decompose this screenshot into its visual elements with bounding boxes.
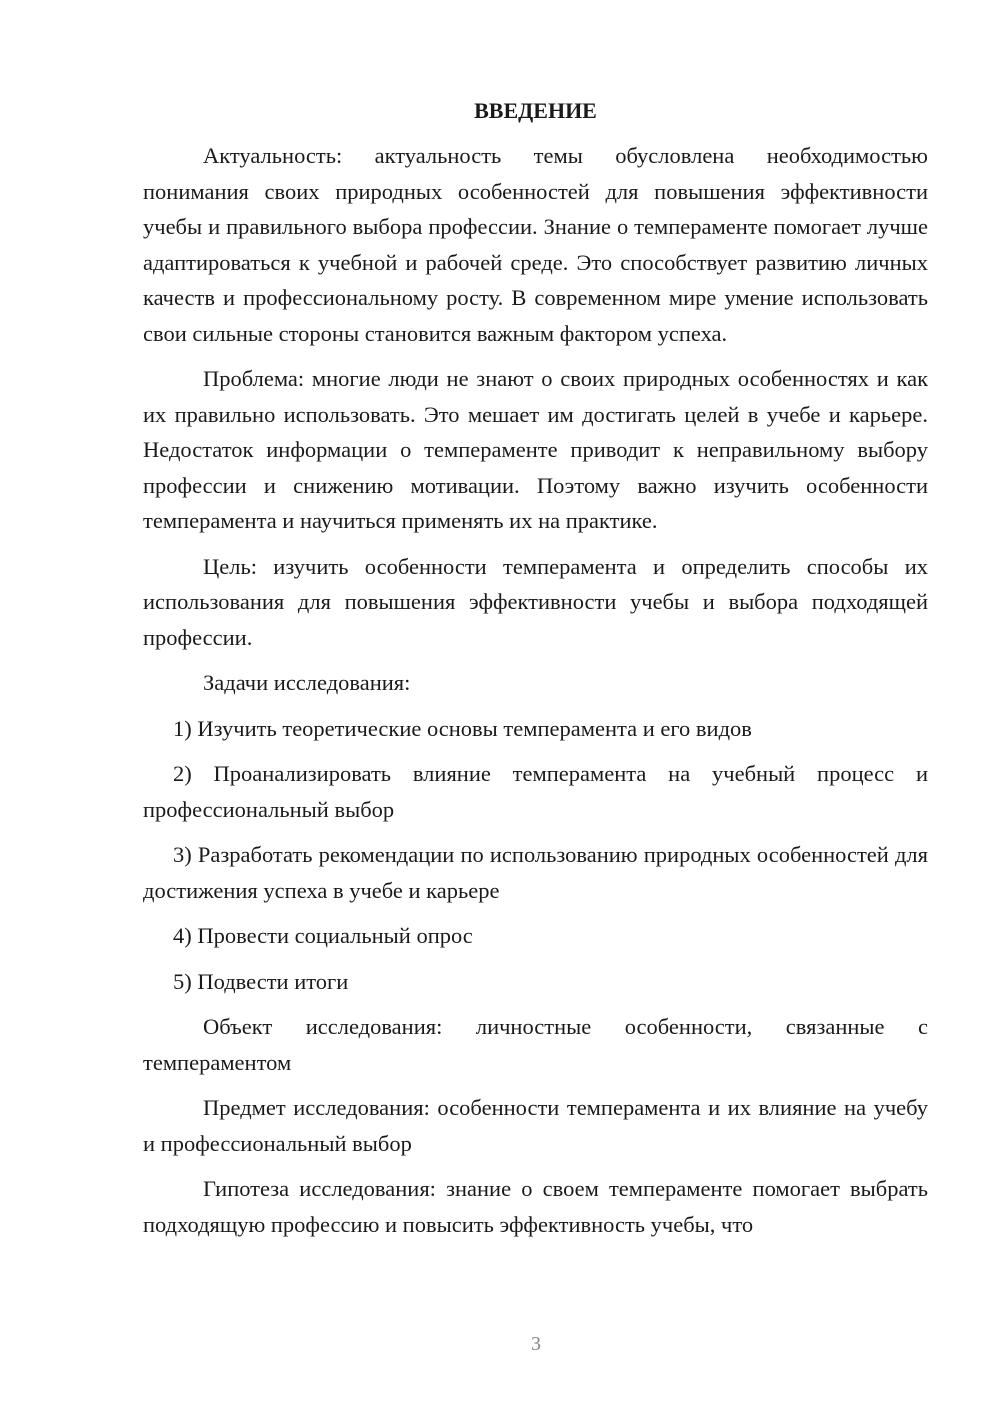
subject-paragraph: Предмет исследования: особенности темперамента и их влияние на учебу и профессиональный выбор <box>143 1095 928 1156</box>
object-paragraph: Объект исследования: личностные особенности, связанные с темпераментом <box>143 1014 928 1075</box>
tasks-heading: Задачи исследования: <box>203 670 411 695</box>
page-number: 3 <box>531 1333 541 1355</box>
hypothesis-paragraph: Гипотеза исследования: знание о своем темпераменте помогает выбрать подходящую профессию и повысить эффективность учебы, что <box>143 1176 928 1237</box>
goal-paragraph: Цель: изучить особенности темперамента и определить способы их использования для повышения эффективности учебы и выбора подходящей профессии. <box>143 553 928 650</box>
relevance-paragraph: Актуальность: актуальность темы обусловлена необходимостью понимания своих природных особенностей для повышения эффективности учебы и правильного выбора профессии. Знание о темпераменте помогает лучше адаптироваться к учебной и рабочей среде. Это способствует развитию личных качеств и профессиональному росту. В современном мире умение использовать свои сильные стороны становится важным фактором успеха. <box>143 143 928 346</box>
task-item-3: 3) Разработать рекомендации по использованию природных особенностей для достижения успеха в учебе и карьере <box>143 842 928 903</box>
problem-paragraph: Проблема: многие люди не знают о своих природных особенностях и как их правильно использовать. Это мешает им достигать целей в учебе и карьере. Недостаток информации о темпераменте приводит к неправильному выбору профессии и снижению мотивации. Поэтому важно изучить особенности темперамента и научиться применять их на практике. <box>143 366 928 533</box>
section-title: ВВЕДЕНИЕ <box>474 98 597 123</box>
task-item-2: 2) Проанализировать влияние темперамента на учебный процесс и профессиональный выбор <box>143 761 928 822</box>
task-item-1: 1) Изучить теоретические основы темперамента и его видов <box>173 715 752 741</box>
task-item-4: 4) Провести социальный опрос <box>173 923 473 948</box>
task-item-5: 5) Подвести итоги <box>173 968 349 994</box>
page-content <box>143 94 928 1252</box>
